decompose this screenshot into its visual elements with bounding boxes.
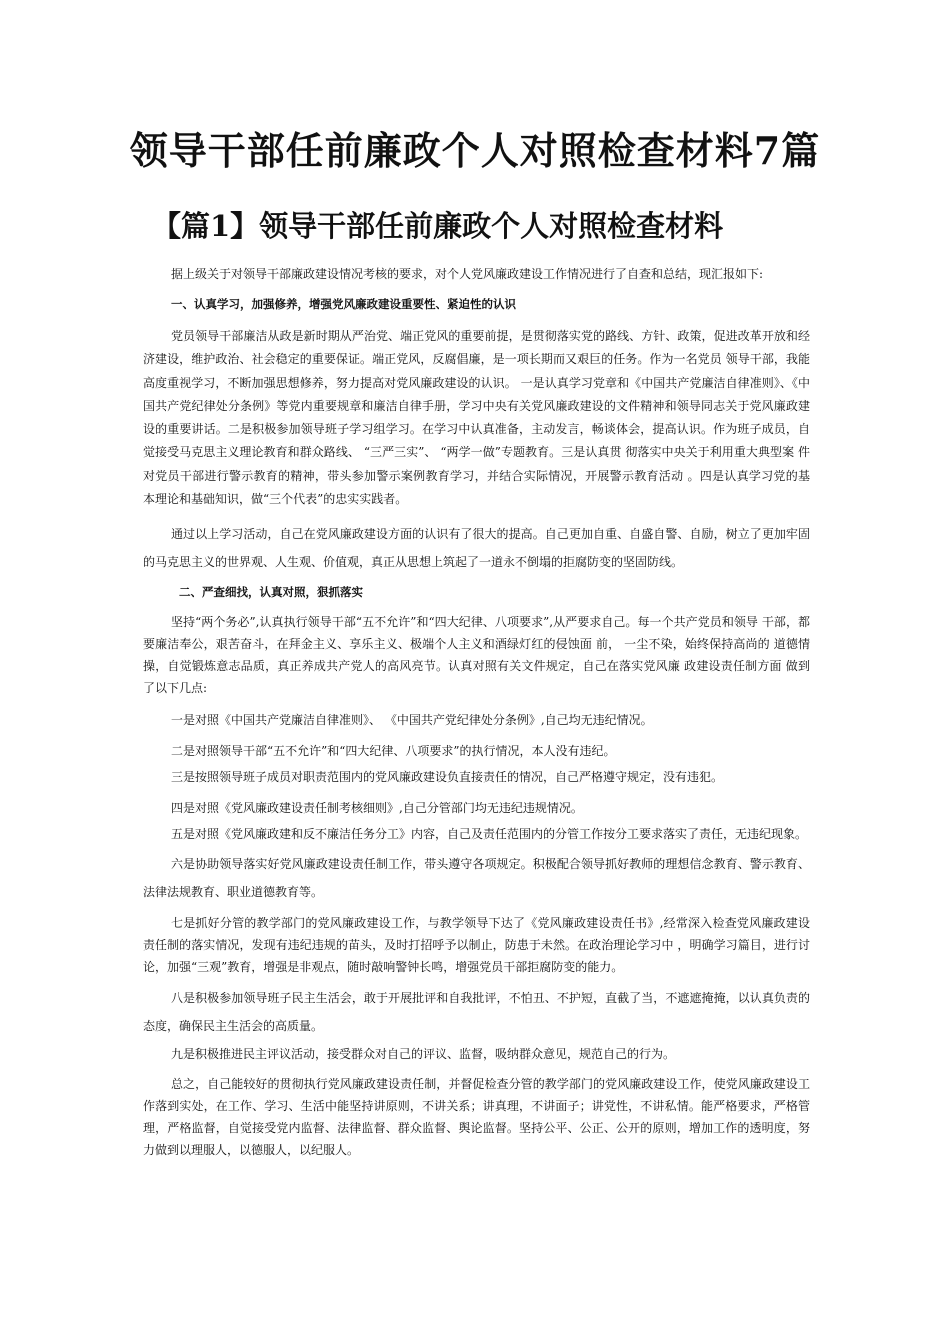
document-title: 领导干部任前廉政个人对照检查材料7篇 [129, 128, 821, 173]
list-item-4: 四是对照《党风廉政建设责任制考核细则》,自己分管部门均无违纪违规情况。 [171, 801, 583, 816]
summary-paragraph: 总之，自己能较好的贯彻执行党风廉政建设责任制，并督促检查分管的教学部门的党风廉政建设工作，使党风廉政建设工作落到实处，在工作、学习、生活中能坚持讲原则，不讲关系；讲真理，不讲面子；讲党性，不讲私情。能严格要求，严格管理，严格监督，自觉接受党内监督、法律监督、群众监督、舆论监督。坚持公平、公正、公开的原则，增加工作的透明度，努力做到以理服人，以德服人，以纪服人。 [143, 1077, 810, 1158]
section-title: 【篇1】领导干部任前廉政个人对照检查材料 [152, 209, 724, 243]
heading-two: 二、严查细找，认真对照，狠抓落实 [179, 585, 363, 600]
document-body [143, 264, 810, 1161]
paragraph-study: 党员领导干部廉洁从政是新时期从严治党、端正党风的重要前提，是贯彻落实党的路线、方针、政策，促进改革开放和经济建设，维护政治、社会稳定的重要保证。端正党风，反腐倡廉，是一项长期而又艰巨的任务。作为一名党员 领导干部，我能高度重视学习，不断加强思想修养，努力提高对党风廉政建设的认识。 一是认真学习党章和《中国共产党廉洁自律准则》、《中 国共产党纪律处分条例》等党内重要规章和廉洁自律手册，学习中央有关党风廉政建设的文件精神和领导同志关于党风廉政建 设的重要讲话。二是积极参加领导班子学习组学习。在学习中认真准备，主动发言，畅谈体会，提高认识。作为班子成员，自 觉接受马克思主义理论教育和群众路线、 “三严三实”、 “两学一做”专题教育。三是认真贯 彻落实中央关于利用重大典型案 件对党员干部进行警示教育的精神，带头参加警示案例教育学习，并结合实际情况，开展警示教育活动 。四是认真学习党的基 本理论和基础知识，做“三个代表”的忠实实践者。 [143, 329, 810, 507]
list-item-1: 一是对照《中国共产党廉洁自律准则》、 《中国共产党纪律处分条例》,自己均无违纪情况。 [171, 713, 653, 728]
paragraph-result: 通过以上学习活动，自己在党风廉政建设方面的认识有了很大的提高。自己更加自重、自盛自警、自励，树立了更加牢固的马克思主义的世界观、人生观、价值观，真正从思想上筑起了一道永不倒塌的拒腐防变的坚固防线。 [143, 527, 810, 570]
intro-paragraph: 据上级关于对领导干部廉政建设情况考核的要求，对个人党风廉政建设工作情况进行了自查和总结，现汇报如下: [171, 267, 764, 281]
list-item-5: 五是对照《党风廉政建和反不廉洁任务分工》内容，自己及责任范围内的分管工作按分工要求落实了责任，无违纪现象。 [171, 827, 808, 842]
list-item-7: 七是抓好分管的教学部门的党风廉政建设工作，与教学领导下达了《党风廉政建设责任书》,经常深入检查党风廉政建设 责任制的落实情况，发现有违纪违规的苗头，及时打招呼予以制止，防患于未然。在政治理论学习中 ，明确学习篇目，进行讨 论，加强“三观”教育，增强是非观点，随时敲响警钟长鸣，增强党员干部拒腐防变的能力。 [143, 916, 810, 975]
list-item-3: 三是按照领导班子成员对职责范围内的党风廉政建设负直接责任的情况，自己严格遵守规定，没有违犯。 [171, 770, 724, 785]
list-item-2: 二是对照领导干部“五不允许”和“四大纪律、八项要求”的执行情况，本人没有违纪。 [171, 744, 616, 759]
list-item-9: 九是积极推进民主评议活动，接受群众对自己的评议、监督，吸纳群众意见，规范自己的行为。 [171, 1047, 676, 1062]
list-item-6: 六是协助领导落实好党风廉政建设责任制工作，带头遵守各项规定。积极配合领导抓好教师的理想信念教育、警示教育、法律法规教育、职业道德教育等。 [143, 857, 810, 900]
heading-one: 一、认真学习，加强修养，增强党风廉政建设重要性、紧迫性的认识 [171, 297, 516, 311]
list-item-8: 八是积极参加领导班子民主生活会，敢于开展批评和自我批评，不怕丑、不护短，直截了当，不遮遮掩掩，以认真负责的态度，确保民主生活会的高质量。 [143, 991, 810, 1034]
paragraph-commitment: 坚持“两个务必”,认真执行领导干部“五不允许”和“四大纪律、八项要求”,从严要求自己。每一个共产党员和领导 干部，都要廉洁奉公，艰苦奋斗，在拜金主义、享乐主义、极端个人主义和酒绿灯红的侵蚀面 前， 一尘不染，始终保持高尚的 道德情操，自觉锻炼意志品质，真正养成共产党人的高风亮节。认真对照有关文件规定，自己在落实党风廉 政建设责任制方面 做到了以下几点: [143, 615, 810, 696]
